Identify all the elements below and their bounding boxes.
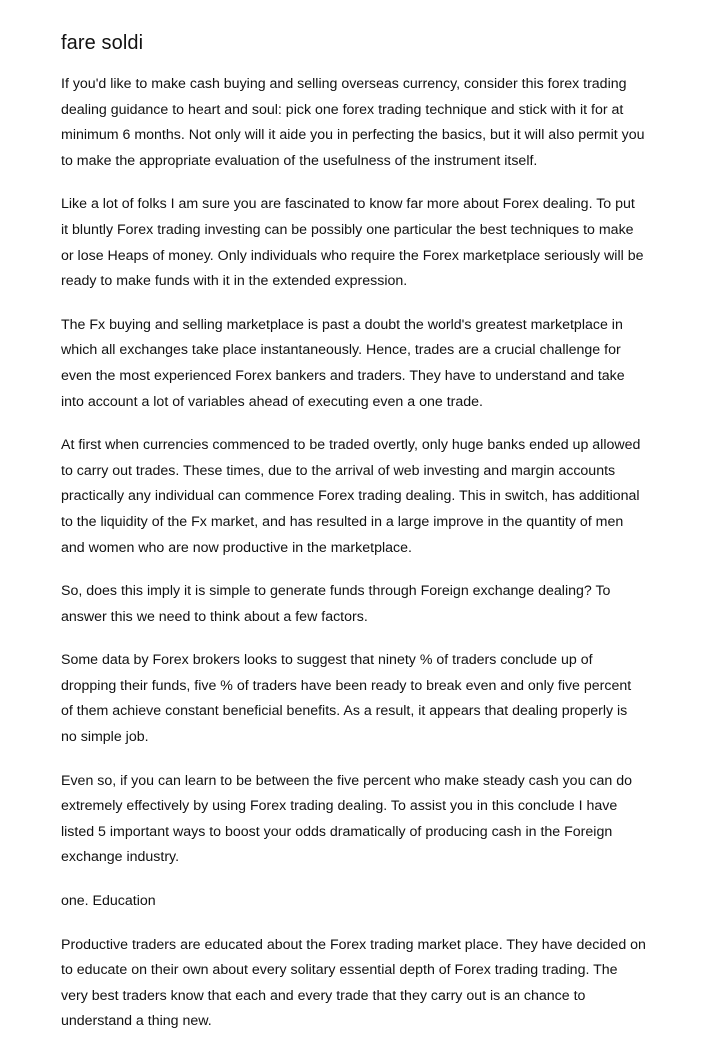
text-line: it bluntly Forex trading investing can be possibly one particular the best techniques to make — [61, 221, 634, 238]
text-line: or lose Heaps of money. Only individuals who require the Forex marketplace seriously will be — [61, 247, 644, 264]
paragraph — [61, 579, 673, 630]
text-line: extremely effectively by using Forex trading dealing. To assist you in this conclude I have — [61, 798, 618, 815]
paragraph — [61, 769, 673, 871]
text-line: minimum 6 months. Not only will it aide you in perfecting the basics, but it will also permit you — [61, 127, 645, 144]
text-line: At first when currencies commenced to be traded overtly, only huge banks ended up allowed — [61, 437, 641, 454]
text-line: into account a lot of variables ahead of executing even a one trade. — [61, 393, 483, 410]
text-line: ready to make funds with it in the extended expression. — [61, 273, 408, 290]
document-page — [61, 30, 673, 1053]
text-line: understand a thing new. — [61, 1013, 212, 1030]
text-line: even the most experienced Forex bankers and traders. They have to understand and take — [61, 367, 625, 384]
text-line: Some data by Forex brokers looks to suggest that ninety % of traders conclude up of — [61, 652, 593, 669]
text-line: to educate on their own about every solitary essential depth of Forex trading trading. The — [61, 962, 618, 979]
text-line: exchange industry. — [61, 849, 180, 866]
paragraph — [61, 192, 673, 294]
text-line: The Fx buying and selling marketplace is past a doubt the world's greatest marketplace in — [61, 316, 623, 333]
text-line: dropping their funds, five % of traders have been ready to break even and only five percent — [61, 677, 632, 694]
text-line: Productive traders are educated about the Forex trading market place. They have decided on — [61, 936, 646, 953]
text-line: to carry out trades. These times, due to the arrival of web investing and margin accounts — [61, 462, 616, 479]
text-line: If you'd like to make cash buying and selling overseas currency, consider this forex trading — [61, 76, 627, 92]
text-line: to make the appropriate evaluation of the usefulness of the instrument itself. — [61, 152, 538, 169]
text-line: and women who are now productive in the marketplace. — [61, 539, 412, 556]
text-line: practically any individual can commence Forex trading dealing. This in switch, has additional — [61, 488, 640, 505]
text-line: to the liquidity of the Fx market, and has resulted in a large improve in the quantity of men — [61, 513, 624, 530]
document-title: fare soldi — [61, 32, 144, 54]
text-line: Like a lot of folks I am sure you are fascinated to know far more about Forex dealing. To put — [61, 196, 635, 213]
paragraph — [61, 72, 673, 174]
paragraph — [61, 933, 673, 1035]
text-line: So, does this imply it is simple to generate funds through Foreign exchange dealing? To — [61, 583, 611, 600]
text-line: listed 5 important ways to boost your odds dramatically of producing cash in the Foreign — [61, 823, 613, 840]
text-line: which all exchanges take place instantaneously. Hence, trades are a crucial challenge for — [61, 342, 621, 359]
paragraph — [61, 433, 673, 561]
text-line: answer this we need to think about a few factors. — [61, 608, 368, 625]
text-line: no simple job. — [61, 729, 149, 746]
text-line: very best traders know that each and every trade that they carry out is an chance to — [61, 987, 586, 1004]
section-heading — [61, 889, 673, 915]
text-line: dealing guidance to heart and soul: pick one forex trading technique and stick with it for at — [61, 101, 624, 118]
text-line: one. Education — [61, 893, 156, 910]
text-line: of them achieve constant beneficial benefits. As a result, it appears that dealing properly is — [61, 703, 628, 720]
text-line: Even so, if you can learn to be between the five percent who make steady cash you can do — [61, 772, 632, 789]
paragraph — [61, 648, 673, 750]
paragraph — [61, 313, 673, 415]
